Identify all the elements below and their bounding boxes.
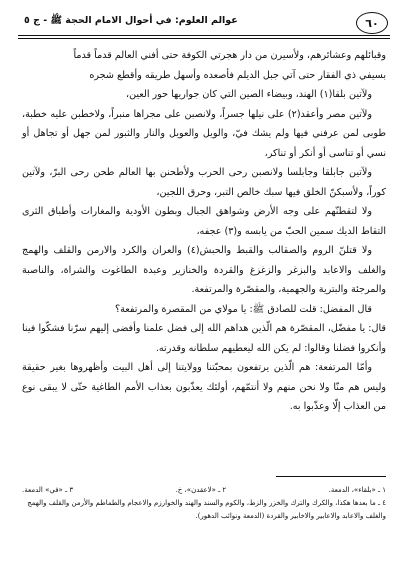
paragraph: وقبائلهم وعشائرهم، ولأسيرن من دار هجرتي الكوفة حتى أفني العالم قدماً قدماً [73, 50, 386, 61]
footnote-4: ٤ ـ ما بعدها هكذا، والكرك والترك والخزر والزط، والكوم والسند والهند والخوارزم والاعجام والطماطم والأرمن والقلف والهمج والغلف والاعابد والاعابير والاخابير والقردة (الدمعة ونوائب الدهور). [27, 499, 386, 520]
paragraph: قال: يا مفضّل، المقصّرة هم الّذين هداهم الله إلى فضل علمنا وأفضى إليهم سرّنا فشكّوا فينا وأنكروا فضلنا وقالوا: لم يكن الله ليعطيهم سلطانه وقدرته. [22, 323, 386, 354]
paragraph: وأمّا المرتفعة: هم الّذين يرتفعون بمحبّتنا وولايتنا إلى أهل البيت وأظهروها بغير حقيقة وليس هم منّا ولا نحن منهم ولا أنتمّهم، أولئك يعذّبون بعذاب الأمم الطاغية حتّى لا يبقى نوع من العذاب إلّا وعذّبوا به. [22, 362, 386, 412]
footnote-row [22, 484, 386, 497]
body-text [22, 46, 386, 417]
header-rule [18, 35, 390, 36]
page-number: ٦٠ [356, 12, 388, 34]
paragraph: قال المفضل: قلت للصادق ﷺ: يا مولاي من المقصرة والمرتفعة؟ [115, 303, 372, 315]
paragraph: بسيفي ذي الفقار حتى آتي جبل الديلم فأصعده وأسهل طريقه وأقطع شجره [89, 69, 386, 81]
paragraph: ولا قتلنّ الروم والصقالب والقبط والحبش(٤) والعران والكرد والارمن والقلف والهمج والغلف والاعابد والبزغر والزغزغ والقردة والخنازير وعبدة الطاغوت والشراة، والناصبة والمرجئة والبترية والجهمية، والمقصّرة والمرتفعة. [22, 245, 386, 295]
paragraph: ولا لتقطنّهم على وجه الأرض وشواهق الجبال وبطون الأودية والمغارات وأطباق الثرى التقاط الديك سمين الحبّ من يابسه و(٣) عجفه، [22, 206, 386, 237]
running-title: عوالم العلوم: في أحوال الامام الحجة ﷺ - ج ٥ [24, 15, 238, 26]
footnote-2: ٢ ـ «لاعقدن»، خ. [175, 486, 227, 494]
footnote-rule [276, 476, 386, 477]
paragraph: ولآتين مصر وأعقد(٢) على نيلها جسراً، ولانصبن على مجراها منبراً، ولاخطبن عليه خطبة، طوبى لمن عرفني فيها ولم يشك فيّ، والويل والعويل والنار والثبور لمن جهل أو تجاهل أو نسي أو تناسى أو أنكر أو تناكر، [22, 108, 386, 159]
paragraph: ولآتين بلقا(١) الهند، وبيضاء الصين التي كان جواريها حور العين، [125, 89, 372, 100]
footnote-1: ١ ـ «بلقاء»، الدمعة. [328, 486, 386, 494]
footnotes [22, 484, 386, 523]
paragraph: ولآتين جابلقا وجابلسا ولانصبن رحى الحرب ولأطحنن بها العالم طحن رحى البرّ، ولآتين كوراً، ولأسبكنّ الخلق فيها سبك خالص التبر، وحرق اللجين، [22, 167, 386, 198]
footnote-3: ٣ ـ «في» الدمعة. [22, 486, 74, 494]
header-rule-thin [18, 38, 390, 39]
page-header [18, 10, 390, 36]
